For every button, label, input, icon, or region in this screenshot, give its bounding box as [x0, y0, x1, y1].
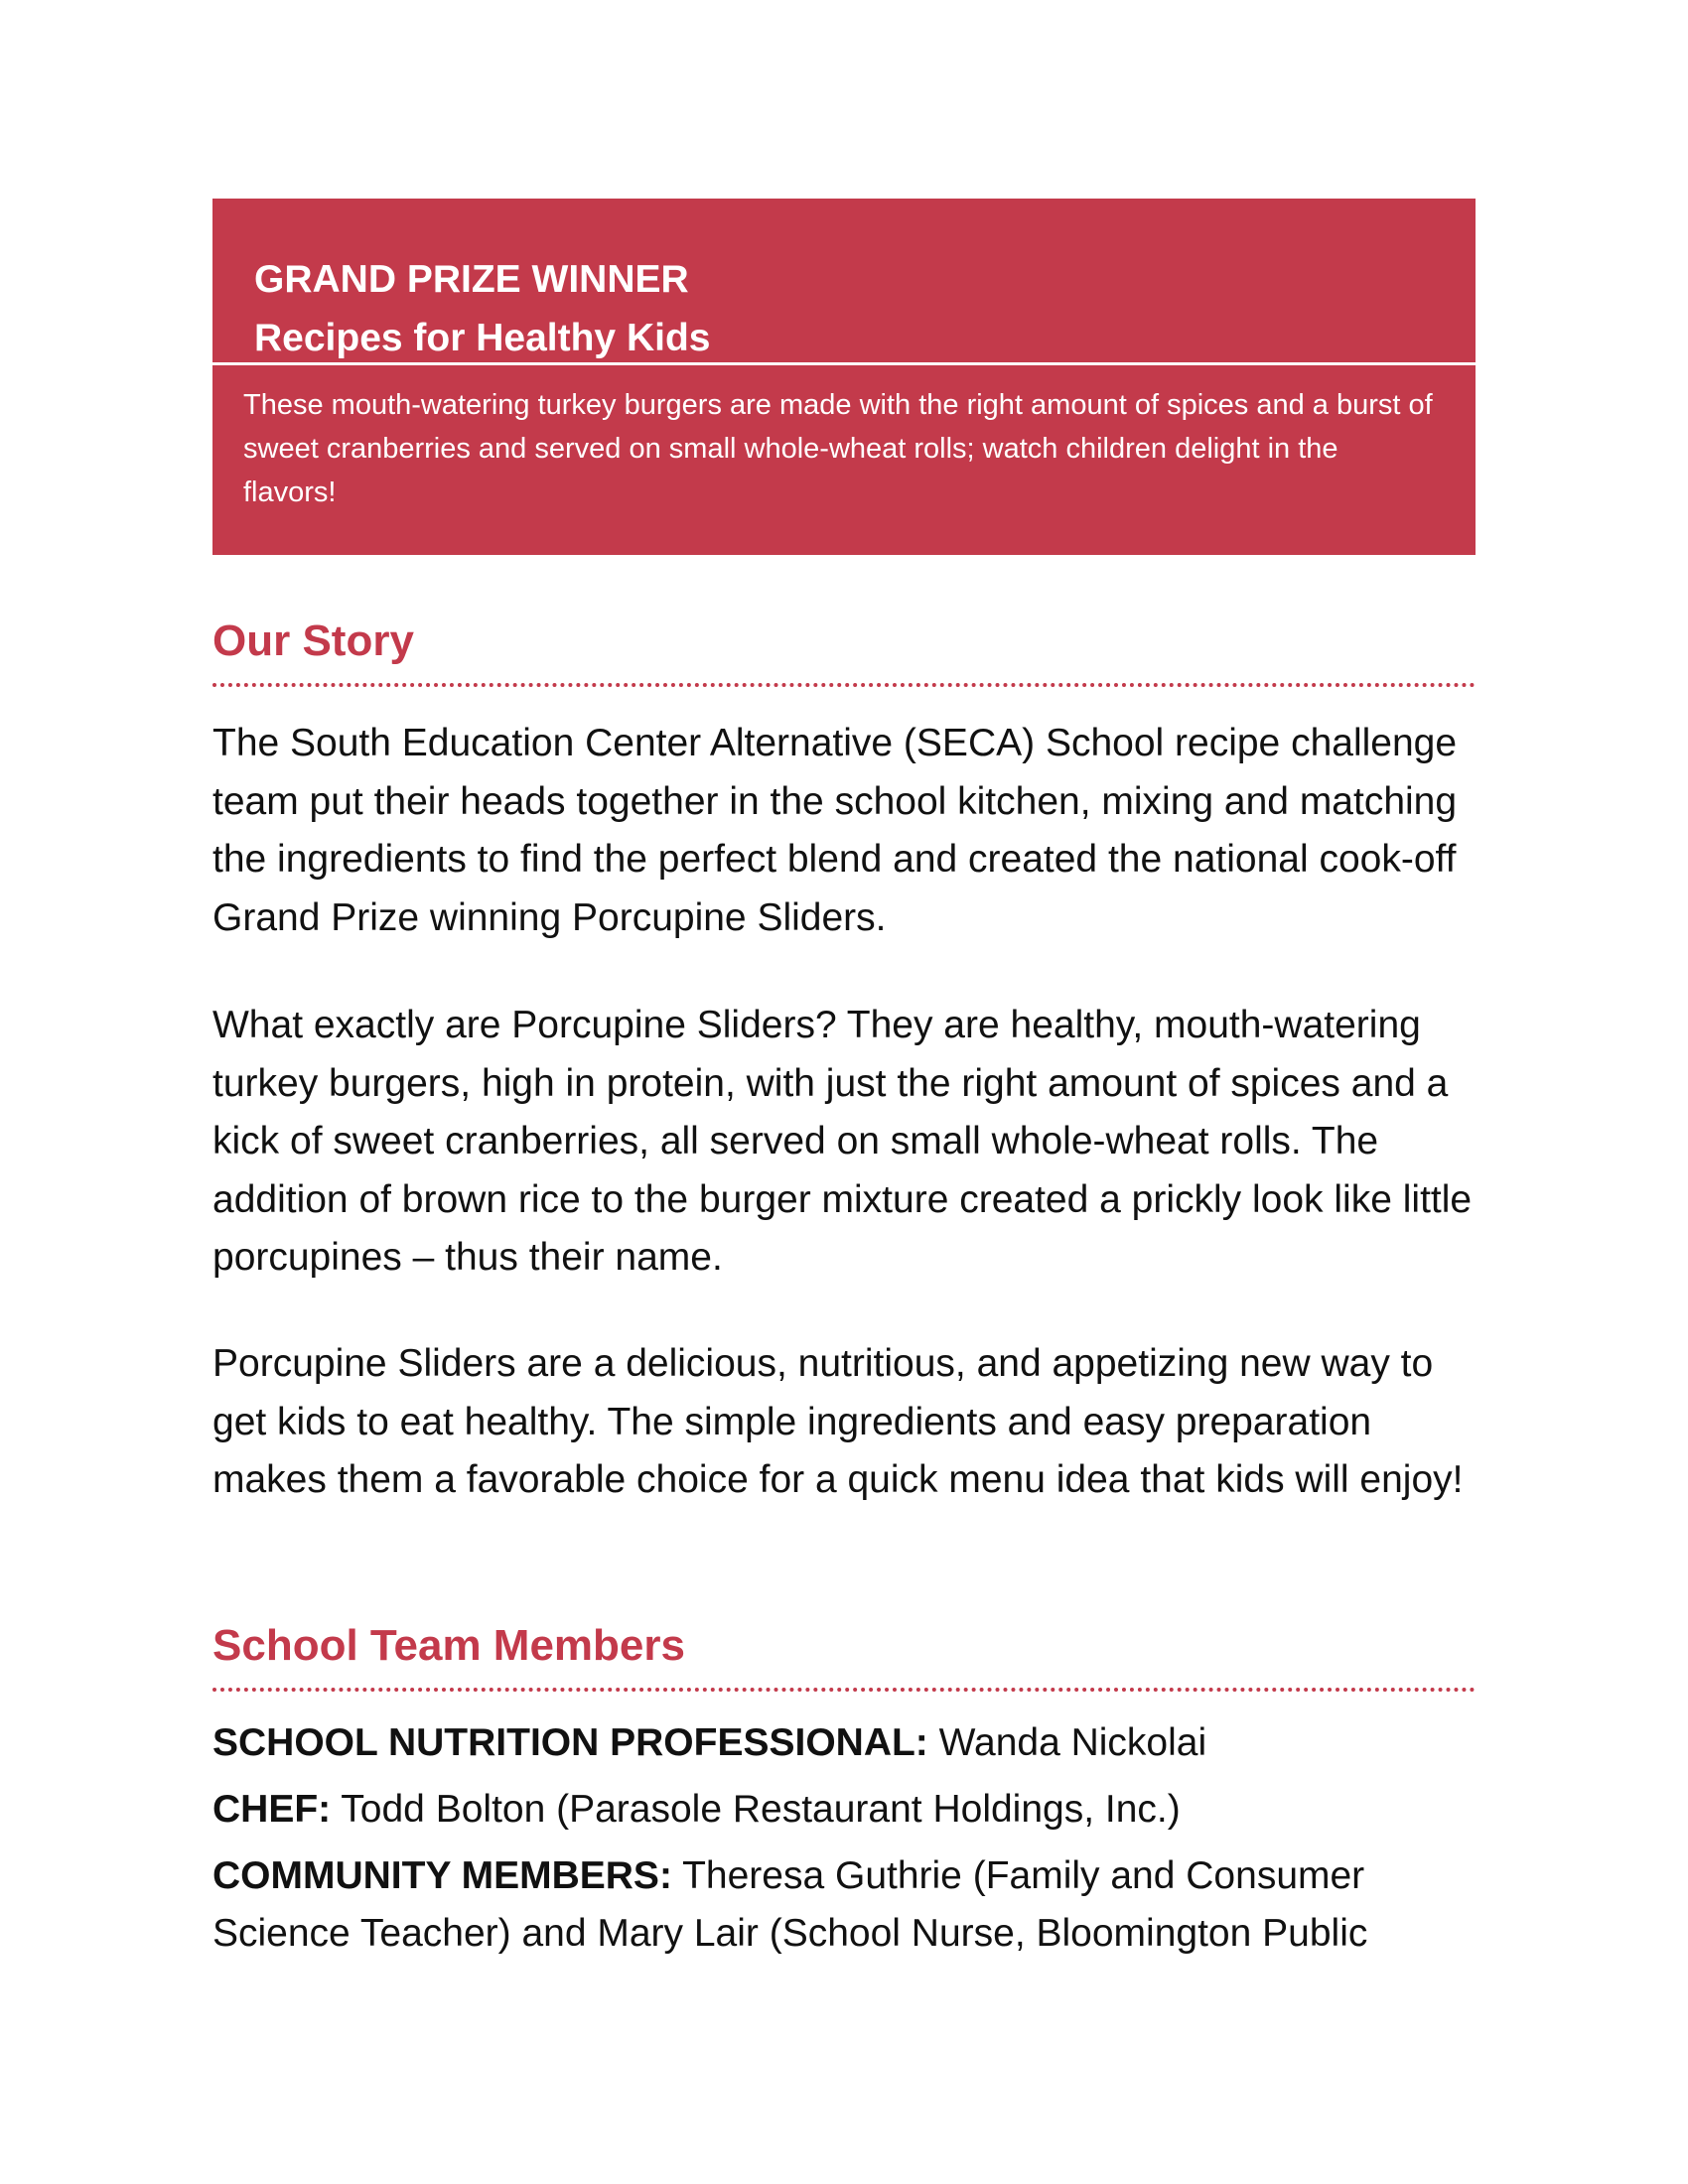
team-member-role: SCHOOL NUTRITION PROFESSIONAL:: [212, 1721, 928, 1764]
team-members-divider: [212, 1688, 1476, 1692]
page: [212, 199, 1476, 1955]
our-story-divider: [212, 683, 1476, 687]
team-member-role: CHEF:: [212, 1788, 332, 1831]
team-member-names: Wanda Nickolai: [938, 1721, 1207, 1764]
banner-description: These mouth-watering turkey burgers are made with the right amount of spices and a burst of sweet cranberries and served on small whole-wheat rolls; watch children delight in the flavors!: [243, 389, 1433, 508]
team-members-heading: School Team Members: [212, 1621, 685, 1670]
prize-banner: [212, 199, 1476, 555]
team-members-list: [212, 1714, 1483, 1972]
team-member-community: [212, 1847, 1483, 1963]
story-paragraph-2: What exactly are Porcupine Sliders? They are healthy, mouth-watering turkey burgers, high in protein, with just the right amount of spices and a kick of sweet cranberries, all served on small whole-wheat rolls. The addition of brown rice to the burger mixture created a prickly look like little porcupines – thus their name.: [212, 1004, 1473, 1279]
story-paragraph-3: Porcupine Sliders are a delicious, nutritious, and appetizing new way to get kids to eat healthy. The simple ingredients and easy preparation makes them a favorable choice for a quick menu idea that kids will enjoy!: [212, 1342, 1464, 1501]
team-member-role: COMMUNITY MEMBERS:: [212, 1854, 672, 1897]
banner-header: [212, 199, 1476, 365]
team-member-names: Theresa Guthrie (Family and Consumer Science Teacher) and Mary Lair (School Nurse, Bloomington Public: [212, 1854, 1368, 1955]
banner-title-line2: Recipes for Healthy Kids: [254, 317, 711, 359]
our-story-heading: Our Story: [212, 616, 414, 665]
team-member-nutrition-professional: [212, 1714, 1483, 1772]
team-member-chef: [212, 1781, 1483, 1839]
banner-title-line1: GRAND PRIZE WINNER: [254, 258, 689, 301]
story-paragraph-1: The South Education Center Alternative (SECA) School recipe challenge team put their heads together in the school kitchen, mixing and matching the ingredients to find the perfect blend and created the national cook-off Grand Prize winning Porcupine Sliders.: [212, 722, 1458, 939]
team-member-names: Todd Bolton (Parasole Restaurant Holdings, Inc.): [341, 1788, 1181, 1831]
